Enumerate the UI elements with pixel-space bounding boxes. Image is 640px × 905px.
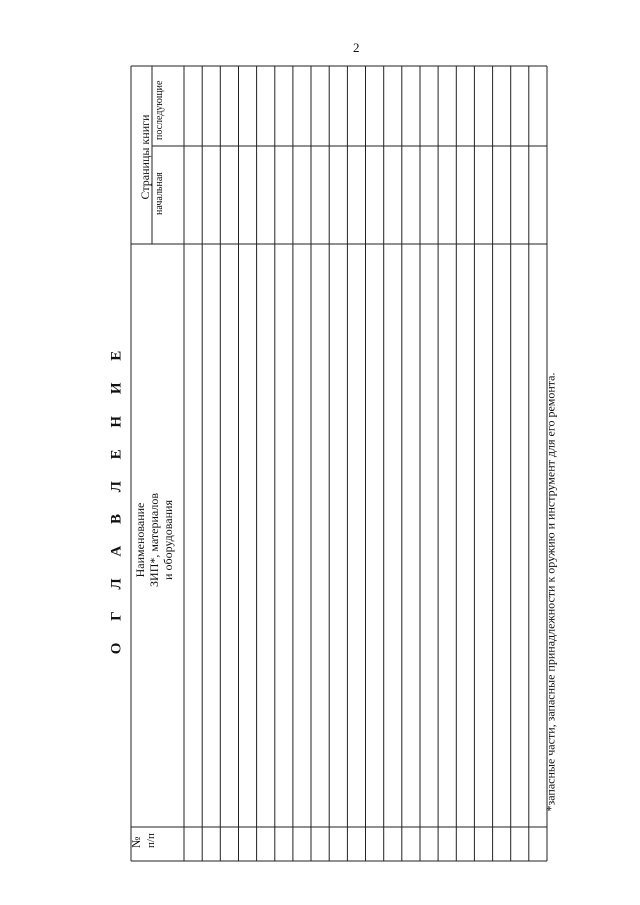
footnote: *запасные части, запасные принадлежности к оружию и инструмент для его ремонта.: [543, 372, 558, 812]
header-pages-next: последующие: [154, 80, 165, 140]
header-name-line-3: и оборудования: [161, 500, 175, 580]
header-number-line-1: №: [129, 836, 143, 848]
page-number: 2: [353, 40, 360, 55]
document-title: О Г Л А В Л Е Н И Е: [108, 341, 125, 655]
table-grid: [131, 66, 547, 861]
header-number-line-2: п/п: [145, 833, 157, 848]
header-pages-group: Страницы книги: [138, 114, 152, 200]
header-name-line-2: ЗИП*, материалов: [147, 493, 161, 587]
header-name-line-1: Наименование: [133, 502, 147, 578]
header-pages-start: начальная: [154, 172, 165, 215]
